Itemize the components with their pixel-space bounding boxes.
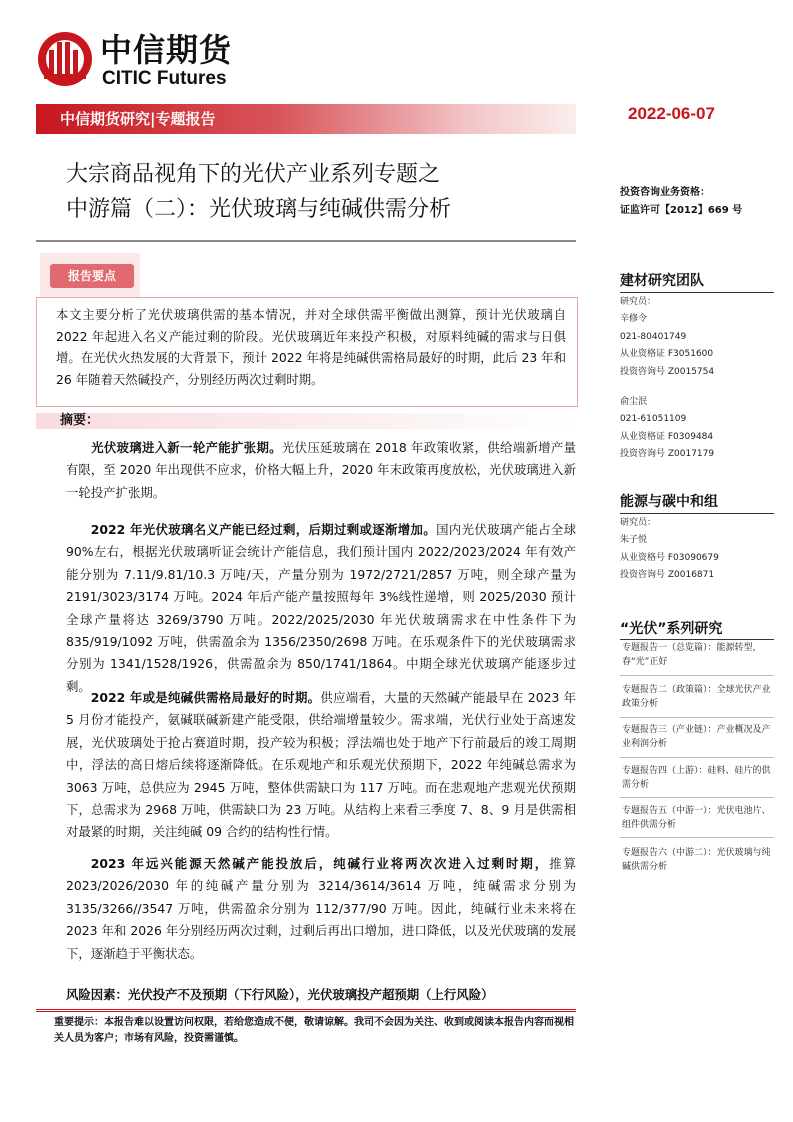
abstract-paragraph (66, 687, 576, 844)
paragraph-lead: 2022 年或是纯碱供需格局最好的时期。 (90, 690, 321, 705)
series-report-link[interactable]: 专题报告四（上游）：硅料、硅片的供需分析 (622, 766, 771, 790)
paragraph-body: 光伏压延玻璃在 2018 年政策收紧，供给端新增产量有限，至 2020 年出现供不应求，价格大幅上升，2020 年末政策再度放松，光伏玻璃进入新一轮投产扩张期。 (66, 440, 576, 500)
series-title: “光伏”系列研究 (620, 621, 723, 637)
series-report-link[interactable]: 专题报告六（中游二）：光伏玻璃与纯碱供需分析 (622, 848, 771, 872)
report-title (66, 157, 586, 227)
series-divider (620, 757, 774, 758)
analyst-name: 辛修令 (620, 314, 648, 325)
series-report-link[interactable]: 专题报告一（总览篇）：能源转型，春“光”正好 (622, 643, 762, 667)
analyst-role: 研究员： (620, 518, 657, 528)
analyst-license: 从业资格证 F3051600 (620, 349, 714, 360)
analyst-role: 研究员： (620, 297, 657, 307)
team1-title: 建材研究团队 (620, 273, 704, 289)
citic-logo-icon (36, 30, 94, 88)
paragraph-body: 供应端看，大量的天然碱产能最早在 2023 年 5 月份才能投产，氨碱联碱新建产能受限，供给端增量较少。需求端，光伏行业处于高速发展，光伏玻璃处于抢占赛道时期，投产较为积极；浮法端也处于地产下行前最后的竣工周期中，浮法的高日熔后续将逐渐降低。在乐观地产和乐观光伏预期下，2022 年纯碱总需求为 3063 万吨，总供应为 2945 万吨，整体供需缺口为 117 万吨。而在悲观地产悲观光伏预期下，总需求为 2968 万吨，供需缺口为 23 万吨。从结构上来看三季度 7、8、9 月是供需相对最紧的时期，关注纯碱 09 合约的结构性行情。 (66, 690, 576, 840)
risk-factors: 风险因素：光伏投产不及预期（下行风险），光伏玻璃投产超预期（上行风险） (66, 987, 494, 1002)
brand-name-en: CITIC Futures (102, 68, 227, 89)
summary-label: 报告要点 (50, 264, 134, 288)
abstract-paragraph (66, 519, 576, 698)
series-report-link[interactable]: 专题报告三（产业链）：产业概况及产业利润分析 (622, 725, 771, 749)
analyst-card (620, 515, 719, 585)
report-category: 中信期货研究|专题报告 (60, 110, 216, 128)
series-divider (620, 717, 774, 718)
analyst-name: 俞尘泯 (620, 397, 648, 407)
abstract-paragraph (66, 853, 576, 965)
analyst-card (620, 394, 714, 464)
analyst-consult: 投资咨询号 Z0017179 (620, 449, 715, 460)
abstract-band (36, 413, 576, 429)
paragraph-lead: 光伏玻璃进入新一轮产能扩张期。 (90, 440, 282, 455)
important-notice: 重要提示：本报告难以设置访问权限，若给您造成不便，敬请谅解。我司不会因为关注、收到或阅读本报告内容而视相关人员为客户；市场有风险，投资需谨慎。 (54, 1017, 574, 1044)
qualification-label: 投资咨询业务资格： (620, 187, 710, 198)
analyst-name: 朱子悦 (620, 535, 648, 546)
paragraph-body: 国内光伏玻璃产能占全球 90%左右，根据光伏玻璃听证会统计产能信息，我们预计国内 2022/2023/2024 年有效产能分别为 7.11/9.81/10.3 万吨/天，产量分别为 1972/2721/2857 万吨，则全球产量为 2191/3023/3174 万吨。2024 年后产能产量按照每年 3%线性递增，则 2025/2030 预计全球产量将达 3269/3790 万吨。2022/2025/2030 年光伏玻璃需求在中性条件下为 835/919/1092 万吨，供需盈余为 1356/2350/2698 万吨。在乐观条件下的光伏玻璃需求分别为 1341/1528/1926，供需盈余为 850/1741/1864。中期全球光伏玻璃产能逐步过剩。 (66, 522, 576, 694)
paragraph-lead: 2022 年光伏玻璃名义产能已经过剩，后期过剩或逐渐增加。 (90, 522, 437, 537)
series-report-link[interactable]: 专题报告五（中游一）：光伏电池片、组件供需分析 (622, 806, 771, 830)
analyst-phone: 021-80401749 (620, 331, 687, 342)
series-divider (620, 639, 774, 640)
paragraph-body: 推算 2023/2026/2030 年的纯碱产量分别为 3214/3614/3614 万吨，纯碱需求分别为 3135/3266//3547 万吨，供需盈余分别为 112/377/90 万吨。因此，纯碱行业未来将在 2023 年和 2026 年分别经历两次过剩，过剩后再出口增加，进口降低，以及光伏玻璃的发展下，逐渐趋于平衡状态。 (66, 856, 576, 961)
abstract-label: 摘要： (60, 413, 100, 428)
title-divider (36, 240, 576, 242)
footer-divider (36, 1011, 576, 1012)
paragraph-lead: 2023 年远兴能源天然碱产能投放后，纯碱行业将两次次进入过剩时期， (90, 856, 550, 871)
team1-divider (620, 292, 774, 293)
footer-divider (36, 1009, 576, 1010)
team2-title: 能源与碳中和组 (620, 494, 718, 510)
abstract-paragraph (66, 437, 576, 504)
qualification-value: 证监许可【2012】669 号 (620, 205, 743, 216)
summary-text: 本文主要分析了光伏玻璃供需的基本情况，并对全球供需平衡做出测算，预计光伏玻璃自 2022 年起进入名义产能过剩的阶段。光伏玻璃近年来投产积极，对原料纯碱的需求与日俱增。在光伏火热发展的大背景下，预计 2022 年将是纯碱供需格局最好的时期，此后 23 年和 26 年随着天然碱投产，分别经历两次过剩时期。 (56, 307, 566, 387)
series-divider (620, 797, 774, 798)
analyst-consult: 投资咨询号 Z0016871 (620, 570, 715, 581)
analyst-card (620, 294, 714, 381)
series-divider (620, 675, 774, 676)
title-line-1: 大宗商品视角下的光伏产业系列专题之 (66, 162, 441, 187)
report-date: 2022-06-07 (628, 104, 715, 123)
brand-name-cn: 中信期货 (100, 31, 233, 69)
series-divider (620, 837, 774, 838)
analyst-phone: 021-61051109 (620, 414, 687, 425)
analyst-license: 从业资格证 F0309484 (620, 431, 714, 442)
analyst-license: 从业资格号 F03090679 (620, 552, 719, 563)
title-line-2: 中游篇（二）：光伏玻璃与纯碱供需分析 (66, 197, 452, 222)
series-report-link[interactable]: 专题报告二（政策篇）：全球光伏产业政策分析 (622, 685, 771, 709)
team2-divider (620, 513, 774, 514)
analyst-consult: 投资咨询号 Z0015754 (620, 366, 715, 377)
